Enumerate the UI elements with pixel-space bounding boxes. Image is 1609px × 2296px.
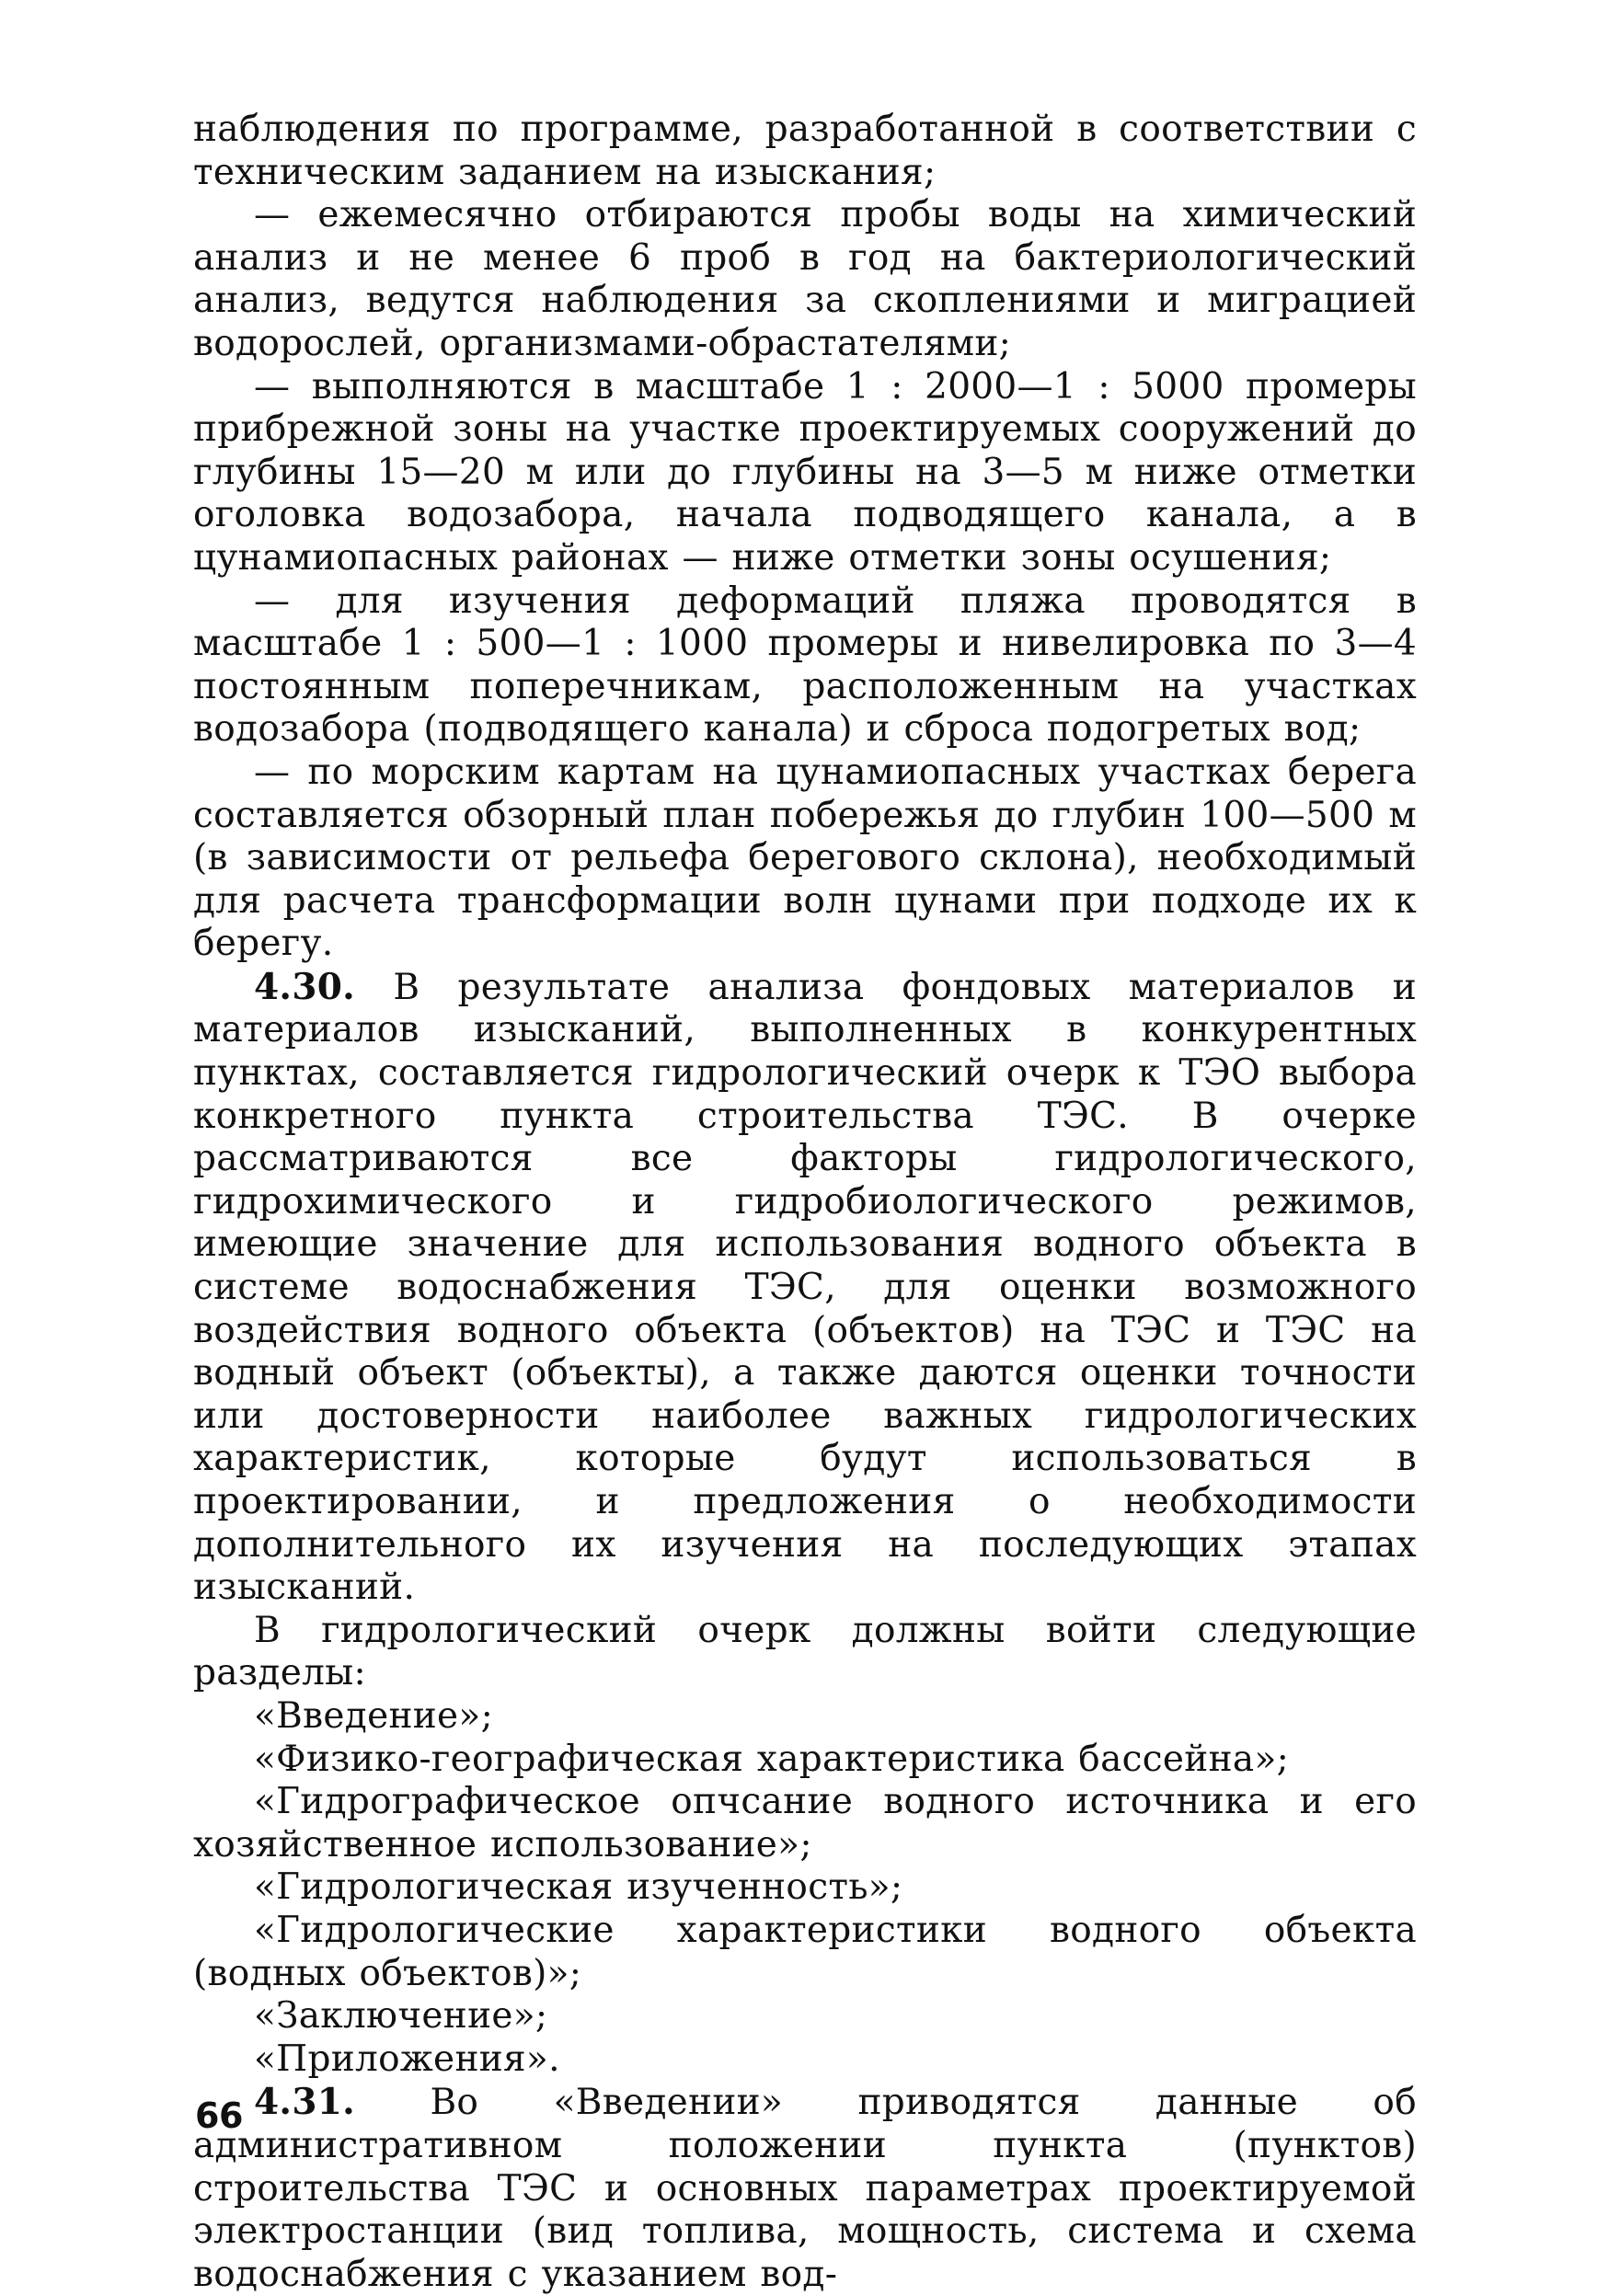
paragraph-4-30	[193, 966, 1417, 1610]
paragraph-sea-charts: — по морским картам на цунамиопасных участках берега составляется обзорный план побережья до глубин 100—500 м (в зависимости от рельефа берегового склона), необходимый для расчета трансформации волн цунами при подходе их к берегу.	[193, 751, 1417, 965]
paragraph-sampling: — ежемесячно отбираются пробы воды на химический анализ и не менее 6 проб в год на бактериологический анализ, ведутся наблюдения за скоплениями и миграцией водорослей, организмами-обрастателями;	[193, 194, 1417, 364]
section-number-4-31: 4.31.	[254, 2081, 356, 2124]
section-number-4-30: 4.30.	[254, 965, 356, 1008]
section-list-item: «Гидрологическая изученность»;	[254, 1866, 903, 1909]
section-list-item: «Введение»;	[254, 1694, 494, 1737]
page-body	[193, 109, 1417, 2296]
paragraph-4-31	[193, 2081, 1417, 2296]
section-list-item: «Заключение»;	[254, 1995, 548, 2038]
section-list-item: «Гидрологические характеристики водного объекта (водных объектов)»;	[193, 1909, 1417, 1994]
paragraph-beach-deformation: — для изучения деформаций пляжа проводятся в масштабе 1 : 500—1 : 1000 промеры и нивелировка по 3—4 постоянным поперечникам, расположенным на участках водозабора (подводящего канала) и сброса подогретых вод;	[193, 580, 1417, 751]
page-number: 66	[195, 2095, 243, 2136]
paragraph-4-31-text: Во «Введении» приводятся данные об административном положении пункта (пунктов) строительства ТЭС и основных параметрах проектируемой электростанции (вид топлива, мощность, система и схема водоснабжения с указанием вод-	[193, 2082, 1417, 2295]
paragraph-4-30-text: В результате анализа фондовых материалов и материалов изысканий, выполненных в конкурентных пунктах, составляется гидрологический очерк к ТЭО выбора конкретного пункта строительства ТЭС. В очерке рассматриваются все факторы гидрологического, гидрохимического и гидробиологического режимов, имеющие значение для использования водного объекта в системе водоснабжения ТЭС, для оценки возможного воздействия водного объекта (объектов) на ТЭС и ТЭС на водный объект (объекты), а также даются оценки точности или достоверности наиболее важных гидрологических характеристик, которые будут использоваться в проектировании, и предложения о необходимости дополнительного их изучения на последующих этапах изысканий.	[193, 966, 1417, 1609]
paragraph-sections-intro: В гидрологический очерк должны войти следующие разделы:	[193, 1609, 1417, 1694]
section-list-item: «Физико-географическая характеристика бассейна»;	[254, 1738, 1290, 1780]
paragraph-continuation: наблюдения по программе, разработанной в соответствии с техническим заданием на изыскания;	[193, 109, 1417, 193]
paragraph-soundings: — выполняются в масштабе 1 : 2000—1 : 5000 промеры прибрежной зоны на участке проектируемых сооружений до глубины 15—20 м или до глубины на 3—5 м ниже отметки оголовка водозабора, начала подводящего канала, а в цунамиопасных районах — ниже отметки зоны осушения;	[193, 365, 1417, 579]
section-list-item: «Гидрографическое опчсание водного источника и его хозяйственное использование»;	[193, 1781, 1417, 1866]
section-list-item: «Приложения».	[254, 2038, 560, 2080]
